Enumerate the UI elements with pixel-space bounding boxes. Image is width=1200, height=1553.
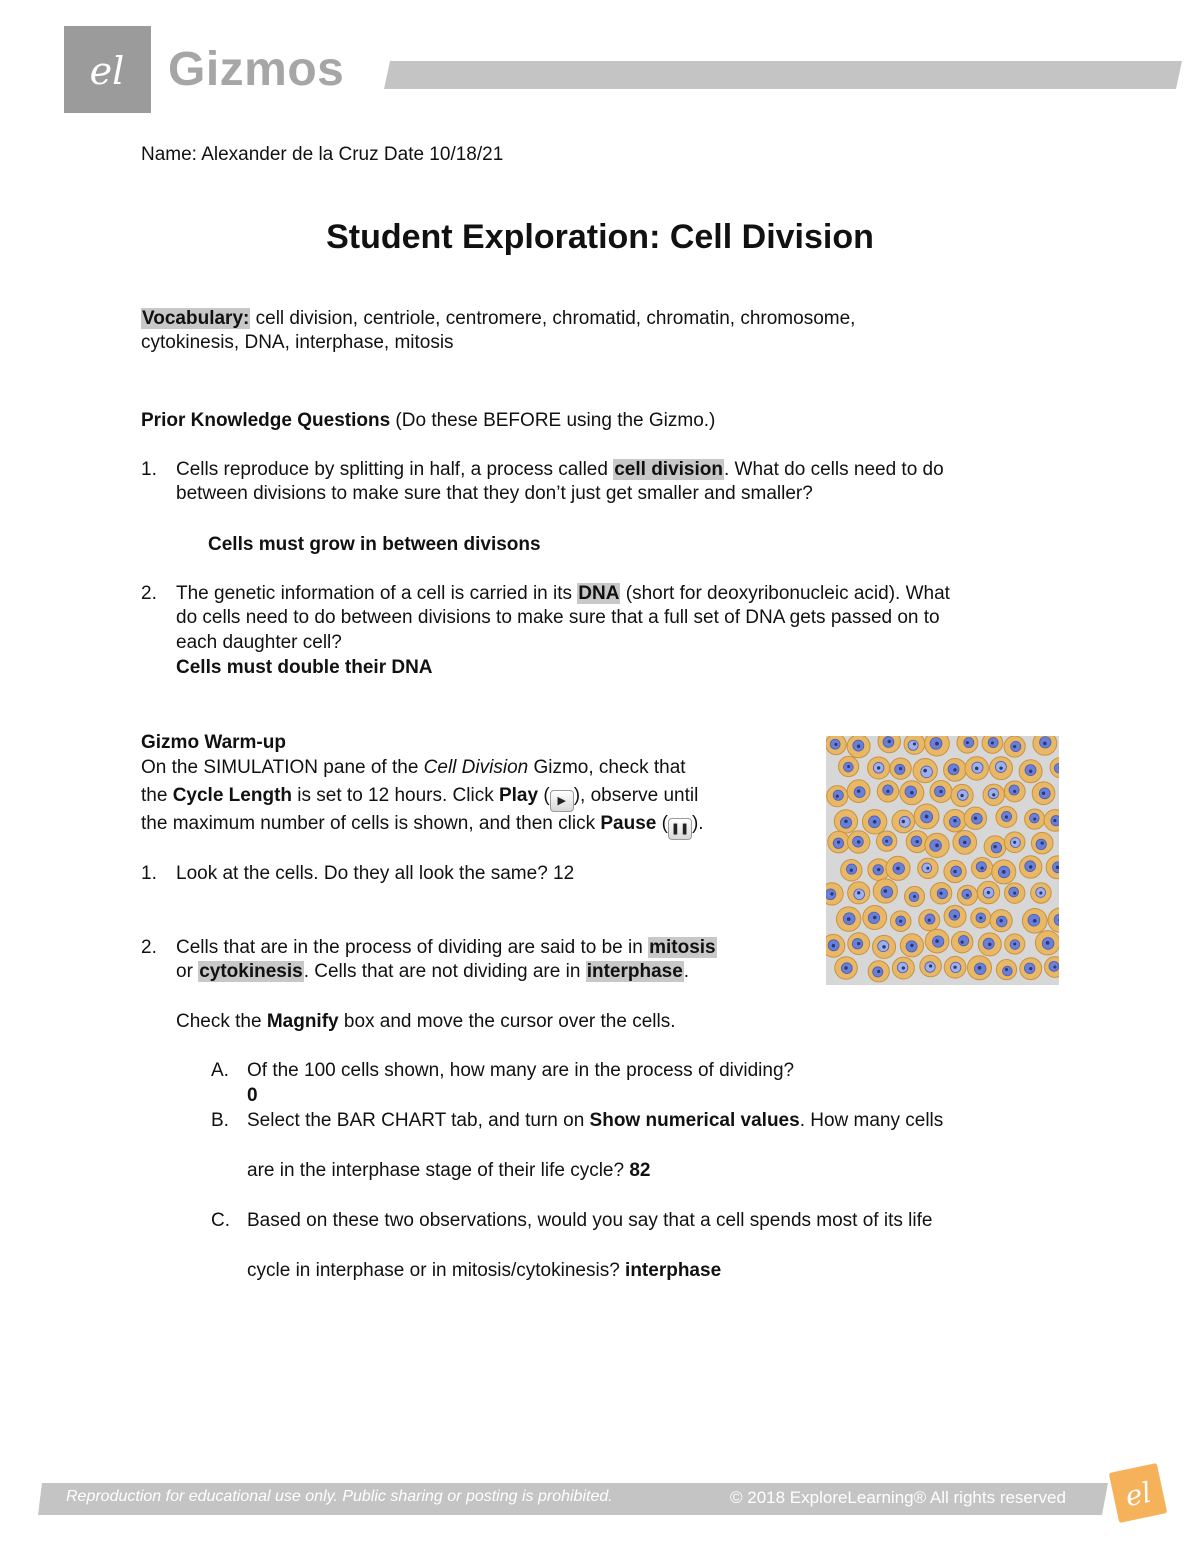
cell xyxy=(826,883,843,905)
sub-b-text-a: Select the BAR CHART tab, and turn on xyxy=(247,1110,590,1131)
cell xyxy=(892,810,915,833)
cell xyxy=(890,911,911,932)
cell xyxy=(944,758,967,781)
name-date-line: Name: Alexander de la Cruz Date 10/18/21 xyxy=(141,144,504,165)
footer-logo-text: el xyxy=(1122,1475,1155,1514)
mitosis-term: mitosis xyxy=(649,937,716,958)
pk-q1-text-a: Cells reproduce by splitting in half, a process called xyxy=(176,459,614,480)
warmup-line-2 xyxy=(141,784,698,812)
cell xyxy=(847,736,870,758)
cell xyxy=(905,886,925,906)
cell xyxy=(1022,908,1047,933)
vocabulary-line-1 xyxy=(141,307,855,331)
cell xyxy=(953,831,977,855)
cell xyxy=(900,934,923,957)
pk-q1-line-1 xyxy=(176,458,944,482)
cell xyxy=(925,929,949,953)
pk-q2-number: 2. xyxy=(141,583,157,604)
vocabulary-label: Vocabulary: xyxy=(142,308,250,329)
pk-q1-number: 1. xyxy=(141,459,157,480)
cell xyxy=(990,757,1013,780)
cell xyxy=(1004,736,1025,757)
cell xyxy=(930,882,951,903)
cell xyxy=(983,784,1004,805)
cell xyxy=(826,736,846,755)
warmup-l1-a: On the SIMULATION pane of the xyxy=(141,757,424,778)
prior-knowledge-title: Prior Knowledge Questions xyxy=(141,410,391,431)
warmup-l1-italic: Cell Division xyxy=(423,757,529,778)
cell xyxy=(1031,883,1052,904)
cell xyxy=(906,831,928,853)
magnify-term: Magnify xyxy=(266,1011,339,1032)
cell xyxy=(982,736,1003,753)
cell xyxy=(951,784,973,806)
cell xyxy=(848,933,870,955)
warmup-l2-b: is set to 12 hours. Click xyxy=(292,785,499,806)
pk-q1-text-b: . What do cells need to do xyxy=(724,459,944,480)
cell xyxy=(1048,908,1059,932)
cell xyxy=(971,908,991,928)
cell xyxy=(964,807,986,829)
gizmos-logo xyxy=(64,26,151,113)
magnify-text-b: box and move the cursor over the cells. xyxy=(338,1011,676,1032)
brand-title: Gizmos xyxy=(168,43,345,96)
cell xyxy=(827,786,848,807)
cell xyxy=(847,831,869,853)
show-numerical-values-term: Show numerical values xyxy=(589,1110,800,1131)
cell xyxy=(996,807,1017,828)
cell xyxy=(838,756,858,776)
warmup-l3-b: ( xyxy=(656,813,668,834)
cell xyxy=(1005,934,1025,954)
sub-b-text-b: . How many cells xyxy=(799,1110,944,1131)
sub-c-line-2 xyxy=(247,1259,721,1283)
cell xyxy=(977,881,999,903)
sub-a-answer: 0 xyxy=(247,1085,258,1106)
cytokinesis-term: cytokinesis xyxy=(199,961,303,982)
play-icon: ▶ xyxy=(550,790,574,812)
interphase-term: interphase xyxy=(586,961,683,982)
cell xyxy=(876,831,896,851)
warmup-l3-a: the maximum number of cells is shown, and then click xyxy=(141,813,601,834)
cell xyxy=(863,906,887,930)
cell xyxy=(967,956,991,980)
cell xyxy=(848,882,870,904)
cell xyxy=(890,758,911,779)
page-title: Student Exploration: Cell Division xyxy=(326,218,874,256)
cell xyxy=(1005,883,1025,903)
sub-c-text: Based on these two observations, would you say that a cell spends most of its life xyxy=(247,1210,933,1231)
wu-q1-number: 1. xyxy=(141,863,157,884)
cell xyxy=(868,961,889,982)
wu-q2-l2-a: or xyxy=(176,961,199,982)
cell xyxy=(828,831,850,853)
cell xyxy=(836,907,860,931)
sub-c-letter: C. xyxy=(211,1210,230,1231)
cell xyxy=(920,955,942,977)
warmup-l2-c: ( xyxy=(538,785,550,806)
cell xyxy=(944,905,966,927)
prior-knowledge-heading xyxy=(141,409,715,433)
cell xyxy=(1044,810,1059,832)
cycle-length-term: Cycle Length xyxy=(172,785,293,806)
wu-q2-l2-b: . Cells that are not dividing are in xyxy=(303,961,586,982)
cell xyxy=(1033,736,1057,755)
cell xyxy=(925,736,950,756)
cell xyxy=(862,810,886,834)
vocabulary-terms-2: cytokinesis, DNA, interphase, mitosis xyxy=(141,332,454,353)
pause-term: Pause xyxy=(600,813,657,834)
wu-q2-number: 2. xyxy=(141,937,157,958)
pk-q1-answer: Cells must grow in between divisons xyxy=(208,534,541,555)
pk-q2-line-2: do cells need to do between divisions to make sure that a full set of DNA gets passed on to xyxy=(176,607,940,628)
cell xyxy=(919,910,940,931)
warmup-heading: Gizmo Warm-up xyxy=(141,732,286,753)
sub-b-line-2 xyxy=(247,1159,650,1183)
wu-q2-line-2 xyxy=(176,960,689,984)
pause-icon: ❚❚ xyxy=(668,818,692,840)
cell xyxy=(847,780,870,803)
cell xyxy=(892,957,914,979)
cell xyxy=(1004,832,1025,853)
warmup-l1-b: Gizmo, check that xyxy=(528,757,686,778)
cell xyxy=(951,931,972,952)
pk-q2-text-a: The genetic information of a cell is carried in its xyxy=(176,583,578,604)
cell xyxy=(996,959,1016,979)
sub-b-letter: B. xyxy=(211,1110,229,1131)
cell xyxy=(1019,856,1041,878)
pk-q1-line-2: between divisions to make sure that they don’t just get smaller and smaller? xyxy=(176,483,813,504)
cell xyxy=(904,736,925,754)
cell xyxy=(900,781,924,805)
cell xyxy=(913,758,937,782)
sub-a-text: Of the 100 cells shown, how many are in the process of dividing? xyxy=(247,1060,795,1081)
sub-b-answer: 82 xyxy=(629,1160,651,1181)
magnify-instruction xyxy=(176,1010,676,1034)
magnify-text-a: Check the xyxy=(176,1011,267,1032)
sub-b-line-1 xyxy=(247,1109,943,1133)
warmup-l2-a: the xyxy=(141,785,173,806)
cell xyxy=(1046,856,1059,879)
warmup-line-3 xyxy=(141,812,704,840)
vocabulary-terms-1: cell division, centriole, centromere, chromatid, chromatin, chromosome, xyxy=(250,308,856,329)
wu-q1-text: Look at the cells. Do they all look the same? 12 xyxy=(176,863,575,884)
pk-q2-line-1 xyxy=(176,582,950,606)
pk-q2-term: DNA xyxy=(578,583,620,604)
cell xyxy=(886,856,910,880)
logo-text: el xyxy=(89,49,125,93)
cells-illustration xyxy=(826,736,1059,985)
explorelearning-logo-icon xyxy=(1102,1458,1174,1528)
cell xyxy=(1031,832,1053,854)
cell xyxy=(957,885,977,905)
cell xyxy=(835,957,858,980)
footer-reproduction-notice: Reproduction for educational use only. Public sharing or posting is prohibited. xyxy=(66,1488,613,1505)
cell xyxy=(1019,760,1042,783)
cell xyxy=(826,934,845,957)
warmup-l2-d: ), observe until xyxy=(573,785,699,806)
cell xyxy=(984,836,1006,858)
cell xyxy=(971,857,992,878)
cell xyxy=(1032,782,1055,805)
footer-copyright: © 2018 ExploreLearning® All rights reserved xyxy=(730,1488,1066,1507)
cell xyxy=(1035,931,1059,955)
cell-division-simulation-image xyxy=(826,736,1059,985)
wu-q2-line-1 xyxy=(176,936,717,960)
sub-a-letter: A. xyxy=(211,1060,229,1081)
cell xyxy=(877,781,898,802)
wu-q2-l2-c: . xyxy=(683,961,690,982)
cell xyxy=(1050,758,1059,778)
cell xyxy=(930,781,952,803)
wu-q2-text-a: Cells that are in the process of dividing are said to be in xyxy=(176,937,649,958)
cell xyxy=(918,858,938,878)
play-term: Play xyxy=(498,785,539,806)
cell xyxy=(834,810,857,833)
cell xyxy=(1004,781,1025,802)
cell xyxy=(1045,957,1059,978)
pk-q2-answer: Cells must double their DNA xyxy=(176,657,433,678)
pk-q1-term: cell division xyxy=(614,459,723,480)
warmup-line-1 xyxy=(141,756,686,780)
cell xyxy=(944,809,967,832)
cell xyxy=(868,757,890,779)
pk-q2-text-b: (short for deoxyribonucleic acid). What xyxy=(620,583,950,604)
sub-c-line2-text: cycle in interphase or in mitosis/cytokinesis? xyxy=(247,1260,626,1281)
cell xyxy=(992,860,1016,884)
cell xyxy=(978,933,1001,956)
cell xyxy=(944,860,966,882)
cell xyxy=(878,736,900,753)
prior-knowledge-note: (Do these BEFORE using the Gizmo.) xyxy=(390,410,716,431)
cell xyxy=(925,833,949,857)
cell xyxy=(957,736,978,753)
warmup-l3-c: ). xyxy=(691,813,704,834)
header-divider-bar xyxy=(384,61,1182,89)
sub-b-line2-text: are in the interphase stage of their life cycle? xyxy=(247,1160,630,1181)
cell xyxy=(1020,958,1042,980)
cell xyxy=(873,879,897,903)
sub-c-answer: interphase xyxy=(625,1260,722,1281)
cell xyxy=(990,910,1012,932)
cell xyxy=(965,757,988,780)
cell xyxy=(944,956,966,978)
cell xyxy=(872,935,895,958)
cell xyxy=(1025,809,1045,829)
cell xyxy=(914,804,939,829)
pk-q2-line-3: each daughter cell? xyxy=(176,632,342,653)
cell xyxy=(841,860,862,881)
